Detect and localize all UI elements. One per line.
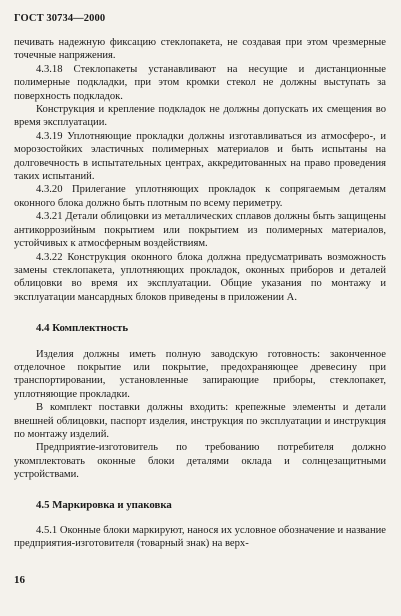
paragraph-4-3-20: 4.3.20 Прилегание уплотняющих прокладок к сопрягаемым деталям оконного блока должно быть плотным по всему периметру. bbox=[14, 184, 386, 209]
paragraph-4-4-kit: В комплект поставки должны входить: крепежные элементы и детали внешней облицовки, паспорт изделия, инструкция по эксплуатации и инструкция по монтажу изделий. bbox=[14, 402, 386, 440]
paragraph-4-5-1: 4.5.1 Оконные блоки маркируют, нанося их условное обозначение и название предприятия-изготовителя (товарный знак) на верх- bbox=[14, 525, 386, 550]
page-number: 16 bbox=[14, 574, 25, 586]
section-heading-4-4: 4.4 Комплектность bbox=[36, 322, 129, 335]
paragraph-4-3-21: 4.3.21 Детали облицовки из металлических сплавов должны быть защищены антикоррозийным покрытием или покрытием из полимерных материалов, устойчивых к атмосферным воздействиям. bbox=[14, 211, 386, 250]
section-heading-4-5: 4.5 Маркировка и упаковка bbox=[36, 498, 172, 511]
paragraph-mounting: Конструкция и крепление подкладок не должны допускать их смещения во время эксплуатации. bbox=[14, 104, 386, 129]
paragraph-4-3-18: 4.3.18 Стеклопакеты устанавливают на несущие и дистанционные полимерные подкладки, при этом кромки стекол не должны выступать за поверхность подкладок. bbox=[14, 63, 386, 102]
paragraph-4-3-19: 4.3.19 Уплотняющие прокладки должны изготавливаться из атмосферо-, и морозостойких эластичных полимерных материалов и быть испытаны на долговечность в испытательных центрах, аккредитованных на право проведения таких испытаний. bbox=[14, 130, 386, 183]
paragraph-continuation: печивать надежную фиксацию стеклопакета, не создавая при этом чрезмерные точечные напряжения. bbox=[14, 37, 386, 62]
document-body bbox=[14, 36, 386, 551]
paragraph-4-4-readiness: Изделия должны иметь полную заводскую готовность: законченное отделочное покрытие или покрытие, предохраняющее древесину при транспортировании, установленные запирающие приборы, стеклопакет, уплотняющие прокладки. bbox=[14, 348, 386, 400]
standard-header: ГОСТ 30734—2000 bbox=[14, 13, 106, 24]
paragraph-4-4-manufacturer: Предприятие-изготовитель по требованию потребителя должно укомплектовать оконные блоки деталями оклада и солнцезащитными устройствами. bbox=[14, 442, 386, 481]
paragraph-4-3-22: 4.3.22 Конструкция оконного блока должна предусматривать возможность замены стеклопакета, уплотняющих прокладок, оконных приборов и деталей облицовки во время их эксплуатации. Общие указания по монтажу и эксплуатации мансардных блоков приведены в приложении А. bbox=[14, 251, 386, 303]
